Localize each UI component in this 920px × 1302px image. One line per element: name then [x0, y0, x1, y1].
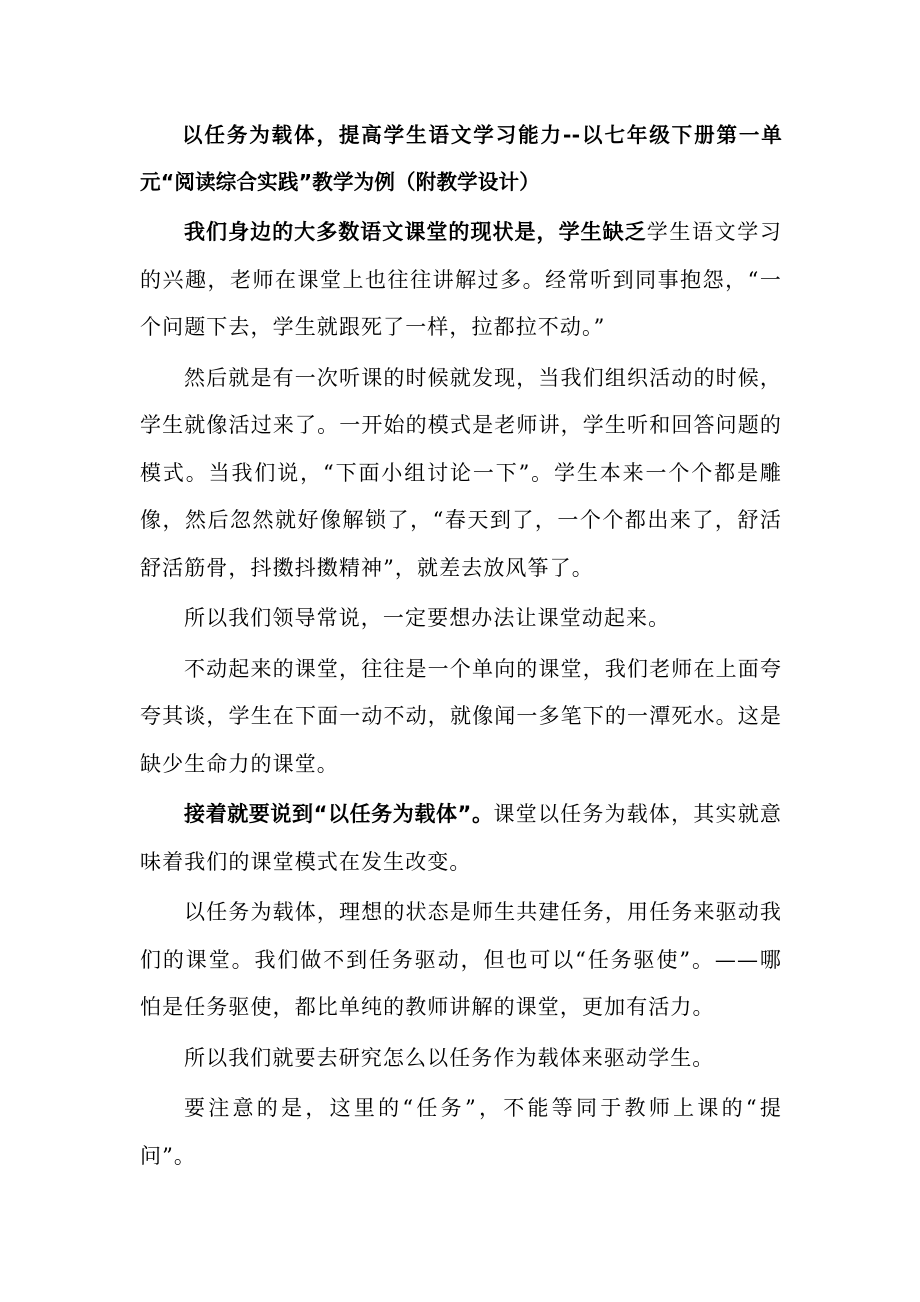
- paragraph-5-text: 课堂以任务为载体，其实就意味着我们的课堂模式在发生改变。: [140, 802, 782, 874]
- paragraph-5-bold-lead: 接着就要说到“以任务为载体”。: [184, 802, 494, 826]
- paragraph-6: 以任务为载体，理想的状态是师生共建任务，用任务来驱动我们的课堂。我们做不到任务驱动，但也可以“任务驱使”。——哪怕是任务驱使，都比单纯的教师讲解的课堂，更加有活力。: [140, 900, 782, 1019]
- paragraph-2: 然后就是有一次听课的时候就发现，当我们组织活动的时候，学生就像活过来了。一开始的模式是老师讲，学生听和回答问题的模式。当我们说，“下面小组讨论一下”。学生本来一个个都是雕像，然后忽然就好像解锁了，“春天到了，一个个都出来了，舒活舒活筋骨，抖擞抖擞精神”，就差去放风筝了。: [140, 365, 782, 580]
- paragraph-5: [140, 791, 782, 886]
- paragraph-7: 所以我们就要去研究怎么以任务作为载体来驱动学生。: [184, 1045, 715, 1070]
- paragraph-1-bold-lead: 我们身边的大多数语文课堂的现状是，学生缺乏: [184, 220, 647, 244]
- document-page: [140, 112, 782, 1180]
- paragraph-8: 要注意的是，这里的“任务”，不能等同于教师上课的“提问”。: [140, 1096, 782, 1168]
- paragraph-3: 所以我们领导常说，一定要想办法让课堂动起来。: [184, 606, 671, 630]
- paragraph-1-text: 学生语文学习的兴趣，老师在课堂上也往往讲解过多。经常听到同事抱怨，“一个问题下去，学生就跟死了一样，拉都拉不动。”: [140, 220, 782, 339]
- paragraph-1: [140, 209, 782, 352]
- document-title: 以任务为载体，提高学生语文学习能力--以七年级下册第一单元“阅读综合实践”教学为例（附教学设计）: [140, 123, 782, 194]
- paragraph-4: 不动起来的课堂，往往是一个单向的课堂，我们老师在上面夸夸其谈，学生在下面一动不动，就像闻一多笔下的一潭死水。这是缺少生命力的课堂。: [140, 656, 782, 776]
